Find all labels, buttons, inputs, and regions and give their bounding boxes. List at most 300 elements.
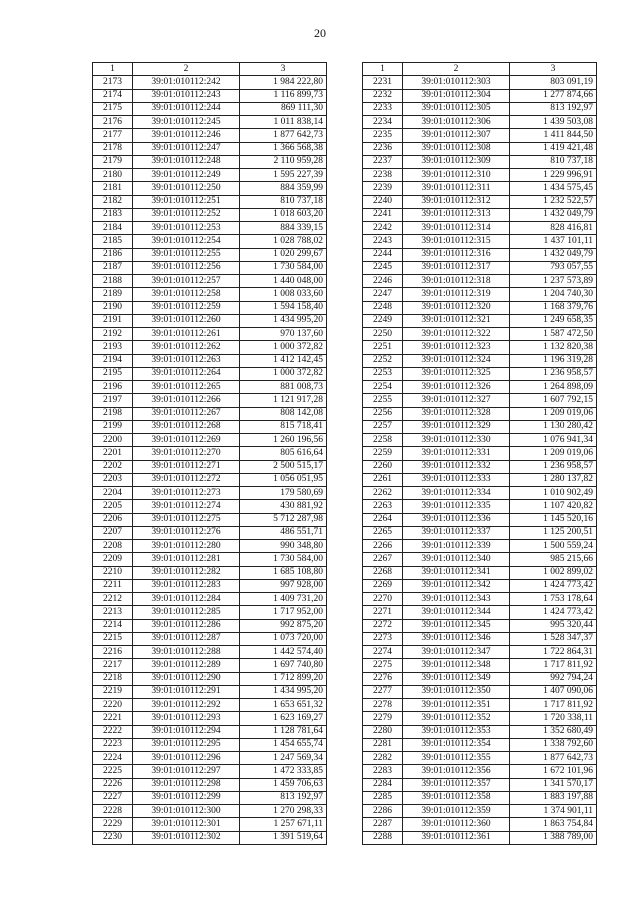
cadastral-number-cell: 39:01:010112:269 (133, 434, 240, 447)
row-number-cell: 2253 (363, 367, 403, 380)
row-number-cell: 2266 (363, 540, 403, 553)
cadastral-number-cell: 39:01:010112:323 (403, 341, 510, 354)
cadastral-number-cell: 39:01:010112:324 (403, 354, 510, 367)
value-cell: 2 110 959,28 (240, 155, 327, 168)
table-row (93, 155, 327, 168)
cadastral-number-cell: 39:01:010112:347 (403, 646, 510, 659)
row-number-cell: 2187 (93, 261, 133, 274)
row-number-cell: 2211 (93, 579, 133, 592)
cadastral-number-cell: 39:01:010112:337 (403, 526, 510, 539)
table-row (363, 142, 597, 155)
row-number-cell: 2218 (93, 672, 133, 685)
row-number-cell: 2279 (363, 712, 403, 725)
table-row (93, 540, 327, 553)
cadastral-number-cell: 39:01:010112:357 (403, 778, 510, 791)
table-row (363, 818, 597, 831)
cadastral-number-cell: 39:01:010112:289 (133, 659, 240, 672)
cadastral-number-cell: 39:01:010112:358 (403, 791, 510, 804)
value-cell: 1 528 347,37 (510, 632, 597, 645)
table-row (363, 434, 597, 447)
table-row (363, 685, 597, 698)
cadastral-number-cell: 39:01:010112:311 (403, 182, 510, 195)
cadastral-number-cell: 39:01:010112:295 (133, 738, 240, 751)
value-cell: 1 440 048,00 (240, 275, 327, 288)
value-cell: 1 020 299,67 (240, 248, 327, 261)
value-cell: 881 008,73 (240, 381, 327, 394)
cadastral-number-cell: 39:01:010112:250 (133, 182, 240, 195)
value-cell: 1 720 338,11 (510, 712, 597, 725)
value-cell: 995 320,44 (510, 619, 597, 632)
value-cell: 815 718,41 (240, 420, 327, 433)
right-table (362, 62, 597, 845)
row-number-cell: 2263 (363, 500, 403, 513)
table-row (93, 89, 327, 102)
value-cell: 1 002 899,02 (510, 566, 597, 579)
cadastral-number-cell: 39:01:010112:290 (133, 672, 240, 685)
table-row (363, 831, 597, 844)
cadastral-number-cell: 39:01:010112:253 (133, 222, 240, 235)
cadastral-number-cell: 39:01:010112:306 (403, 116, 510, 129)
cadastral-number-cell: 39:01:010112:275 (133, 513, 240, 526)
table-row (93, 646, 327, 659)
cadastral-number-cell: 39:01:010112:280 (133, 540, 240, 553)
table-row (93, 699, 327, 712)
cadastral-number-cell: 39:01:010112:342 (403, 579, 510, 592)
table-row (363, 169, 597, 182)
cadastral-number-cell: 39:01:010112:345 (403, 619, 510, 632)
row-number-cell: 2285 (363, 791, 403, 804)
cadastral-number-cell: 39:01:010112:309 (403, 155, 510, 168)
table-row (93, 394, 327, 407)
column-header: 1 (363, 63, 403, 76)
cadastral-number-cell: 39:01:010112:312 (403, 195, 510, 208)
table-row (363, 447, 597, 460)
cadastral-number-cell: 39:01:010112:298 (133, 778, 240, 791)
cadastral-number-cell: 39:01:010112:332 (403, 460, 510, 473)
row-number-cell: 2236 (363, 142, 403, 155)
cadastral-number-cell: 39:01:010112:326 (403, 381, 510, 394)
table-row (363, 566, 597, 579)
cadastral-number-cell: 39:01:010112:244 (133, 102, 240, 115)
row-number-cell: 2184 (93, 222, 133, 235)
cadastral-number-cell: 39:01:010112:271 (133, 460, 240, 473)
value-cell: 1 595 227,39 (240, 169, 327, 182)
table-row (93, 328, 327, 341)
cadastral-number-cell: 39:01:010112:248 (133, 155, 240, 168)
value-cell: 1 424 773,42 (510, 606, 597, 619)
table-row (363, 314, 597, 327)
table-row (363, 725, 597, 738)
cadastral-number-cell: 39:01:010112:251 (133, 195, 240, 208)
cadastral-number-cell: 39:01:010112:262 (133, 341, 240, 354)
value-cell: 1 352 680,49 (510, 725, 597, 738)
value-cell: 1 623 169,27 (240, 712, 327, 725)
value-cell: 1 984 222,80 (240, 76, 327, 89)
value-cell: 1 388 789,00 (510, 831, 597, 844)
row-number-cell: 2193 (93, 341, 133, 354)
cadastral-number-cell: 39:01:010112:258 (133, 288, 240, 301)
cadastral-number-cell: 39:01:010112:286 (133, 619, 240, 632)
value-cell: 810 737,18 (240, 195, 327, 208)
value-cell: 828 416,81 (510, 222, 597, 235)
value-cell: 884 339,15 (240, 222, 327, 235)
cadastral-number-cell: 39:01:010112:331 (403, 447, 510, 460)
cadastral-number-cell: 39:01:010112:301 (133, 818, 240, 831)
value-cell: 1 594 158,40 (240, 301, 327, 314)
value-cell: 985 215,66 (510, 553, 597, 566)
table-row (363, 540, 597, 553)
table-row (93, 354, 327, 367)
table-row (363, 89, 597, 102)
cadastral-number-cell: 39:01:010112:353 (403, 725, 510, 738)
row-number-cell: 2217 (93, 659, 133, 672)
value-cell: 1 000 372,82 (240, 367, 327, 380)
cadastral-number-cell: 39:01:010112:249 (133, 169, 240, 182)
value-cell: 813 192,97 (240, 791, 327, 804)
table-row (93, 765, 327, 778)
cadastral-number-cell: 39:01:010112:336 (403, 513, 510, 526)
table-row (93, 500, 327, 513)
value-cell: 1 672 101,96 (510, 765, 597, 778)
row-number-cell: 2219 (93, 685, 133, 698)
value-cell: 1 717 811,92 (510, 699, 597, 712)
table-row (93, 288, 327, 301)
value-cell: 805 616,64 (240, 447, 327, 460)
table-row (363, 76, 597, 89)
table-row (363, 513, 597, 526)
row-number-cell: 2176 (93, 116, 133, 129)
cadastral-number-cell: 39:01:010112:267 (133, 407, 240, 420)
table-row (363, 659, 597, 672)
row-number-cell: 2202 (93, 460, 133, 473)
value-cell: 5 712 287,98 (240, 513, 327, 526)
table-row (93, 685, 327, 698)
row-number-cell: 2232 (363, 89, 403, 102)
row-number-cell: 2182 (93, 195, 133, 208)
table-row (363, 460, 597, 473)
cadastral-number-cell: 39:01:010112:346 (403, 632, 510, 645)
table-row (93, 553, 327, 566)
row-number-cell: 2231 (363, 76, 403, 89)
table-row (93, 381, 327, 394)
value-cell: 992 794,24 (510, 672, 597, 685)
value-cell: 1 196 319,28 (510, 354, 597, 367)
row-number-cell: 2258 (363, 434, 403, 447)
cadastral-number-cell: 39:01:010112:259 (133, 301, 240, 314)
table-row (363, 632, 597, 645)
cadastral-number-cell: 39:01:010112:325 (403, 367, 510, 380)
row-number-cell: 2203 (93, 473, 133, 486)
table-row (363, 367, 597, 380)
value-cell: 1 018 603,20 (240, 208, 327, 221)
cadastral-number-cell: 39:01:010112:266 (133, 394, 240, 407)
value-cell: 1 412 142,45 (240, 354, 327, 367)
value-cell: 810 737,18 (510, 155, 597, 168)
cadastral-number-cell: 39:01:010112:302 (133, 831, 240, 844)
row-number-cell: 2241 (363, 208, 403, 221)
value-cell: 1 168 379,76 (510, 301, 597, 314)
row-number-cell: 2262 (363, 487, 403, 500)
value-cell: 486 551,71 (240, 526, 327, 539)
row-number-cell: 2280 (363, 725, 403, 738)
cadastral-number-cell: 39:01:010112:340 (403, 553, 510, 566)
value-cell: 1 439 503,08 (510, 116, 597, 129)
page-number: 20 (314, 26, 326, 40)
cadastral-number-cell: 39:01:010112:334 (403, 487, 510, 500)
cadastral-number-cell: 39:01:010112:255 (133, 248, 240, 261)
value-cell: 1 717 952,00 (240, 606, 327, 619)
table-row (363, 487, 597, 500)
value-cell: 1 008 033,60 (240, 288, 327, 301)
table-row (93, 182, 327, 195)
table-row (363, 500, 597, 513)
cadastral-number-cell: 39:01:010112:316 (403, 248, 510, 261)
cadastral-number-cell: 39:01:010112:245 (133, 116, 240, 129)
column-header: 3 (510, 63, 597, 76)
table-row (93, 301, 327, 314)
table-row (93, 593, 327, 606)
table-row (93, 460, 327, 473)
value-cell: 1 434 995,20 (240, 314, 327, 327)
value-cell: 1 434 995,20 (240, 685, 327, 698)
value-cell: 1 011 838,14 (240, 116, 327, 129)
table-row (93, 659, 327, 672)
value-cell: 1 010 902,49 (510, 487, 597, 500)
row-number-cell: 2252 (363, 354, 403, 367)
value-cell: 1 257 671,11 (240, 818, 327, 831)
value-cell: 1 472 333,85 (240, 765, 327, 778)
value-cell: 1 730 584,00 (240, 261, 327, 274)
cadastral-number-cell: 39:01:010112:304 (403, 89, 510, 102)
cadastral-number-cell: 39:01:010112:274 (133, 500, 240, 513)
row-number-cell: 2179 (93, 155, 133, 168)
value-cell: 1 432 049,79 (510, 248, 597, 261)
table-row (363, 579, 597, 592)
row-number-cell: 2257 (363, 420, 403, 433)
row-number-cell: 2286 (363, 805, 403, 818)
cadastral-number-cell: 39:01:010112:288 (133, 646, 240, 659)
row-number-cell: 2251 (363, 341, 403, 354)
row-number-cell: 2275 (363, 659, 403, 672)
value-cell: 1 000 372,82 (240, 341, 327, 354)
value-cell: 1 341 570,17 (510, 778, 597, 791)
table-row (363, 261, 597, 274)
table-row (93, 275, 327, 288)
table-row (363, 646, 597, 659)
row-number-cell: 2239 (363, 182, 403, 195)
value-cell: 1 076 941,34 (510, 434, 597, 447)
row-number-cell: 2221 (93, 712, 133, 725)
table-row (363, 195, 597, 208)
row-number-cell: 2183 (93, 208, 133, 221)
cadastral-number-cell: 39:01:010112:352 (403, 712, 510, 725)
table-row (363, 473, 597, 486)
row-number-cell: 2207 (93, 526, 133, 539)
table-row (93, 791, 327, 804)
row-number-cell: 2265 (363, 526, 403, 539)
table-row (363, 526, 597, 539)
value-cell: 1 232 522,57 (510, 195, 597, 208)
row-number-cell: 2269 (363, 579, 403, 592)
table-row (93, 805, 327, 818)
row-number-cell: 2204 (93, 487, 133, 500)
value-cell: 1 128 781,64 (240, 725, 327, 738)
row-number-cell: 2268 (363, 566, 403, 579)
column-header: 2 (403, 63, 510, 76)
value-cell: 1 073 720,00 (240, 632, 327, 645)
cadastral-number-cell: 39:01:010112:272 (133, 473, 240, 486)
row-number-cell: 2272 (363, 619, 403, 632)
value-cell: 1 877 642,73 (240, 129, 327, 142)
row-number-cell: 2209 (93, 553, 133, 566)
table-row (93, 712, 327, 725)
value-cell: 2 500 515,17 (240, 460, 327, 473)
value-cell: 1 419 421,48 (510, 142, 597, 155)
table-row (93, 195, 327, 208)
cadastral-number-cell: 39:01:010112:320 (403, 301, 510, 314)
value-cell: 1 407 090,06 (510, 685, 597, 698)
left-table-body (93, 63, 327, 845)
row-number-cell: 2270 (363, 593, 403, 606)
row-number-cell: 2212 (93, 593, 133, 606)
table-row (93, 579, 327, 592)
row-number-cell: 2240 (363, 195, 403, 208)
table-row (93, 738, 327, 751)
row-number-cell: 2208 (93, 540, 133, 553)
row-number-cell: 2198 (93, 407, 133, 420)
table-row (93, 818, 327, 831)
value-cell: 1 204 740,30 (510, 288, 597, 301)
cadastral-number-cell: 39:01:010112:344 (403, 606, 510, 619)
cadastral-number-cell: 39:01:010112:256 (133, 261, 240, 274)
value-cell: 1 437 101,11 (510, 235, 597, 248)
row-number-cell: 2227 (93, 791, 133, 804)
table-row (93, 434, 327, 447)
value-cell: 1 247 569,34 (240, 752, 327, 765)
value-cell: 1 722 864,31 (510, 646, 597, 659)
row-number-cell: 2276 (363, 672, 403, 685)
row-number-cell: 2214 (93, 619, 133, 632)
cadastral-number-cell: 39:01:010112:341 (403, 566, 510, 579)
row-number-cell: 2244 (363, 248, 403, 261)
table-row (363, 712, 597, 725)
value-cell: 813 192,97 (510, 102, 597, 115)
cadastral-number-cell: 39:01:010112:315 (403, 235, 510, 248)
row-number-cell: 2238 (363, 169, 403, 182)
table-row (363, 102, 597, 115)
row-number-cell: 2287 (363, 818, 403, 831)
table-row (363, 381, 597, 394)
row-number-cell: 2284 (363, 778, 403, 791)
value-cell: 997 928,00 (240, 579, 327, 592)
value-cell: 1 236 958,57 (510, 460, 597, 473)
value-cell: 179 580,69 (240, 487, 327, 500)
left-table (92, 62, 327, 845)
table-row (363, 182, 597, 195)
column-header: 1 (93, 63, 133, 76)
cadastral-number-cell: 39:01:010112:350 (403, 685, 510, 698)
row-number-cell: 2274 (363, 646, 403, 659)
value-cell: 1 424 773,42 (510, 579, 597, 592)
value-cell: 1 685 108,80 (240, 566, 327, 579)
cadastral-number-cell: 39:01:010112:318 (403, 275, 510, 288)
cadastral-number-cell: 39:01:010112:276 (133, 526, 240, 539)
value-cell: 1 264 898,09 (510, 381, 597, 394)
value-cell: 1 432 049,79 (510, 208, 597, 221)
table-row (93, 566, 327, 579)
row-number-cell: 2210 (93, 566, 133, 579)
row-number-cell: 2249 (363, 314, 403, 327)
row-number-cell: 2186 (93, 248, 133, 261)
row-number-cell: 2234 (363, 116, 403, 129)
row-number-cell: 2243 (363, 235, 403, 248)
value-cell: 1 116 899,73 (240, 89, 327, 102)
row-number-cell: 2213 (93, 606, 133, 619)
row-number-cell: 2215 (93, 632, 133, 645)
row-number-cell: 2201 (93, 447, 133, 460)
row-number-cell: 2175 (93, 102, 133, 115)
cadastral-number-cell: 39:01:010112:265 (133, 381, 240, 394)
cadastral-number-cell: 39:01:010112:314 (403, 222, 510, 235)
row-number-cell: 2180 (93, 169, 133, 182)
value-cell: 1 442 574,40 (240, 646, 327, 659)
table-row (363, 155, 597, 168)
cadastral-number-cell: 39:01:010112:356 (403, 765, 510, 778)
row-number-cell: 2181 (93, 182, 133, 195)
table-row (93, 752, 327, 765)
table-row (93, 129, 327, 142)
cadastral-number-cell: 39:01:010112:361 (403, 831, 510, 844)
cadastral-number-cell: 39:01:010112:242 (133, 76, 240, 89)
cadastral-number-cell: 39:01:010112:300 (133, 805, 240, 818)
cadastral-number-cell: 39:01:010112:349 (403, 672, 510, 685)
cadastral-number-cell: 39:01:010112:264 (133, 367, 240, 380)
table-row (93, 116, 327, 129)
column-header: 2 (133, 63, 240, 76)
value-cell: 1 366 568,38 (240, 142, 327, 155)
table-row (93, 420, 327, 433)
value-cell: 1 229 996,91 (510, 169, 597, 182)
cadastral-number-cell: 39:01:010112:359 (403, 805, 510, 818)
cadastral-number-cell: 39:01:010112:254 (133, 235, 240, 248)
value-cell: 1 391 519,64 (240, 831, 327, 844)
value-cell: 1 209 019,06 (510, 447, 597, 460)
row-number-cell: 2260 (363, 460, 403, 473)
value-cell: 1 280 137,82 (510, 473, 597, 486)
table-row (363, 738, 597, 751)
cadastral-number-cell: 39:01:010112:303 (403, 76, 510, 89)
row-number-cell: 2197 (93, 394, 133, 407)
row-number-cell: 2233 (363, 102, 403, 115)
cadastral-number-cell: 39:01:010112:284 (133, 593, 240, 606)
row-number-cell: 2225 (93, 765, 133, 778)
row-number-cell: 2195 (93, 367, 133, 380)
row-number-cell: 2237 (363, 155, 403, 168)
row-number-cell: 2194 (93, 354, 133, 367)
row-number-cell: 2229 (93, 818, 133, 831)
value-cell: 1 712 899,20 (240, 672, 327, 685)
table-row (93, 513, 327, 526)
row-number-cell: 2278 (363, 699, 403, 712)
table-row (363, 791, 597, 804)
value-cell: 1 883 197,88 (510, 791, 597, 804)
value-cell: 1 132 820,38 (510, 341, 597, 354)
table-row (93, 447, 327, 460)
row-number-cell: 2191 (93, 314, 133, 327)
row-number-cell: 2242 (363, 222, 403, 235)
table-row (93, 169, 327, 182)
cadastral-number-cell: 39:01:010112:260 (133, 314, 240, 327)
